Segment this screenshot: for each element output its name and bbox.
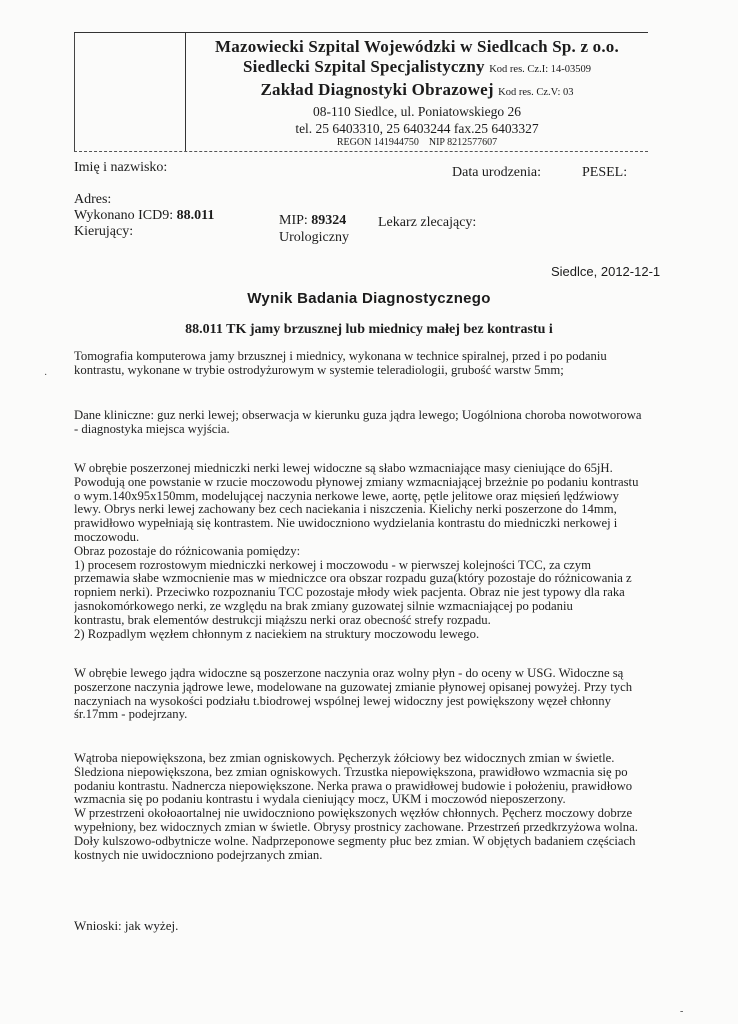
mip-department: Urologiczny: [279, 230, 349, 245]
text-line: lewy. Obrys nerki lewej zachowany bez cech naciekania i niszczenia. Kielichy nerki poszerzone do 14mm,: [74, 503, 617, 517]
icd-line: [74, 208, 214, 224]
text-line: Tomografia komputerowa jamy brzusznej i miednicy, wykonana w technice spiralnej, przed i po podaniu: [74, 350, 607, 363]
text-line: wypełniony, bez widocznych zmian w świetle. Obrysy prostnicy zachowane. Przestrzeń przedkrzyżowa wolna.: [74, 820, 638, 834]
icd-value: 88.011: [176, 208, 215, 223]
department-line: [186, 80, 648, 103]
text-line: kontrastu, wykonane w trybie ostrodyżurowym w systemie teleradiologii, grubość warstw 5mm;: [74, 363, 564, 377]
text-line: przemawia słabe wzmocnienie mas w miedniczce ora obszar rozpadu guza(który pozostaje do różnicowania z: [74, 572, 632, 586]
text-line: Obraz pozostaje do różnicowania pomiędzy:: [74, 544, 301, 558]
text-line: ropniem nerki). Przeciwko rozpoznaniu TCC pozostaje młody wiek pacjenta. Obraz nie jest typowy dla raka: [74, 586, 625, 600]
text-line: Dane kliniczne: guz nerki lewej; obserwacja w kierunku guza jądra lewego; Uogólniona choroba nowotworowa: [74, 409, 642, 422]
text-line: śr.17mm - podejrzany.: [74, 708, 188, 722]
specialist-code: Kod res. Cz.I: 14-03509: [489, 64, 591, 75]
text-line: poszerzone naczynia jądrowe lewe, modelowane na guzowatej zmianie płynowej opisanej powyżej. Przy tych: [74, 680, 633, 694]
mip-value: 89324: [311, 213, 347, 228]
hospital-name: Mazowiecki Szpital Wojewódzki w Siedlcach Sp. z o.o.: [215, 37, 619, 56]
mip-line: [279, 213, 346, 229]
report-title: Wynik Badania Diagnostycznego: [247, 290, 491, 307]
hospital-address: 08-110 Siedlce, ul. Poniatowskiego 26: [313, 104, 521, 119]
text-line: o wym.140x95x150mm, modelującej naczynia nerkowe lewe, aortę, pętle jelitowe oraz mięsień lędźwiowy: [74, 489, 620, 503]
mip-label: MIP:: [279, 213, 308, 228]
specialist-hospital-line: [186, 57, 648, 80]
specialist-hospital-name: Siedlecki Szpital Specjalistyczny: [243, 57, 485, 76]
findings-organs-paragraph: [74, 752, 668, 862]
text-line: - diagnostyka miejsca wyjścia.: [74, 422, 230, 436]
text-line: W obrębie poszerzonej miedniczki nerki lewej widoczne są słabo wzmacniające masy cieniujące do 65jH.: [74, 462, 613, 475]
nip: NIP 8212577607: [428, 137, 498, 148]
report-subtitle: 88.011 TK jamy brzusznej lub miednicy małej bez kontrastu i: [185, 322, 553, 337]
clinical-paragraph: [74, 409, 668, 437]
text-line: wzmacnia się po podaniu kontrastu i wydala cieniujący mocz, UKM i moczowód nieposzerzony.: [74, 793, 566, 807]
text-line: W przestrzeni okołoaortalnej nie uwidoczniono powiększonych węzłów chłonnych. Pęcherz moczowy dobrze: [74, 807, 633, 821]
pesel-label: PESEL:: [582, 165, 628, 180]
birth-date-label: Data urodzenia:: [452, 165, 542, 180]
findings-kidney-paragraph: [74, 462, 668, 641]
text-line: Powodują one powstanie w rzucie moczowodu płynowej zmiany wzmacniającej brzeżnie po podaniu kontrastu: [74, 475, 639, 489]
letterhead: [74, 32, 648, 152]
letterhead-text: [186, 37, 648, 149]
department-name: Zakład Diagnostyki Obrazowej: [260, 80, 494, 99]
text-line: kostnych nie uwidoczniono podejrzanych zmian.: [74, 848, 323, 862]
text-line: kontrastu, brak elementów destrukcji miąższu nerki oraz obecność strefy rozpadu.: [74, 613, 491, 627]
department-code: Kod res. Cz.V: 03: [498, 87, 574, 98]
ordering-doctor-label: Lekarz zlecający:: [378, 215, 477, 230]
text-line: 1) procesem rozrostowym miedniczki nerkowej i moczowodu - w pierwszej kolejności TCC, za czym: [74, 558, 591, 572]
hospital-phone: tel. 25 6403310, 25 6403244 fax.25 6403327: [295, 121, 539, 136]
text-line: Śledziona niepowiększona, bez zmian ogniskowych. Trzustka niepowiększona, prawidłowo wzmacnia się po: [74, 765, 628, 779]
logo-area: [74, 33, 186, 151]
regon: REGON 141944750: [336, 137, 419, 148]
findings-testis-paragraph: [74, 667, 668, 722]
technique-paragraph: [74, 350, 668, 378]
registry-line: [186, 137, 648, 149]
text-line: naczyniach na wysokości podziału t.biodrowej wspólnej lewej widoczny jest powiększony węzeł chłonny: [74, 694, 611, 708]
text-line: moczowodu.: [74, 530, 140, 544]
text-line: prawidłowo wypełniają się kontrastem. Nie uwidoczniono wydzielania kontrastu do miedniczki nerkowej i: [74, 517, 618, 531]
conclusions: Wnioski: jak wyżej.: [74, 918, 179, 933]
icd-label: Wykonano ICD9:: [74, 208, 174, 223]
referrer-label: Kierujący:: [74, 224, 134, 239]
address-label: Adres:: [74, 192, 112, 207]
text-line: jasnokomórkowego nerki, ze względu na brak zmiany guzowatej silnie wzmacniającej po podaniu: [74, 599, 573, 613]
place-date: Siedlce, 2012-12-1: [551, 264, 661, 279]
scan-speck: ·: [44, 370, 48, 381]
name-label: Imię i nazwisko:: [74, 160, 168, 175]
text-line: Wątroba niepowiększona, bez zmian ogniskowych. Pęcherzyk żółciowy bez widocznych zmian w świetle.: [74, 752, 615, 765]
text-line: 2) Rozpadlym węzłem chłonnym z naciekiem na struktury moczowodu lewego.: [74, 627, 480, 641]
text-line: Doły kulszowo-odbytnicze wolne. Nadprzeponowe segmenty płuc bez zmian. W objętych badaniem częściach: [74, 834, 636, 848]
text-line: W obrębie lewego jądra widoczne są poszerzone naczynia oraz wolny płyn - do oceny w USG. Widoczne są: [74, 667, 624, 680]
text-line: podaniu kontrastu. Nadnercza niepowiększone. Nerka prawa o prawidłowej budowie i położeniu, prawidłowo: [74, 779, 633, 793]
scan-speck: -: [680, 1006, 684, 1017]
